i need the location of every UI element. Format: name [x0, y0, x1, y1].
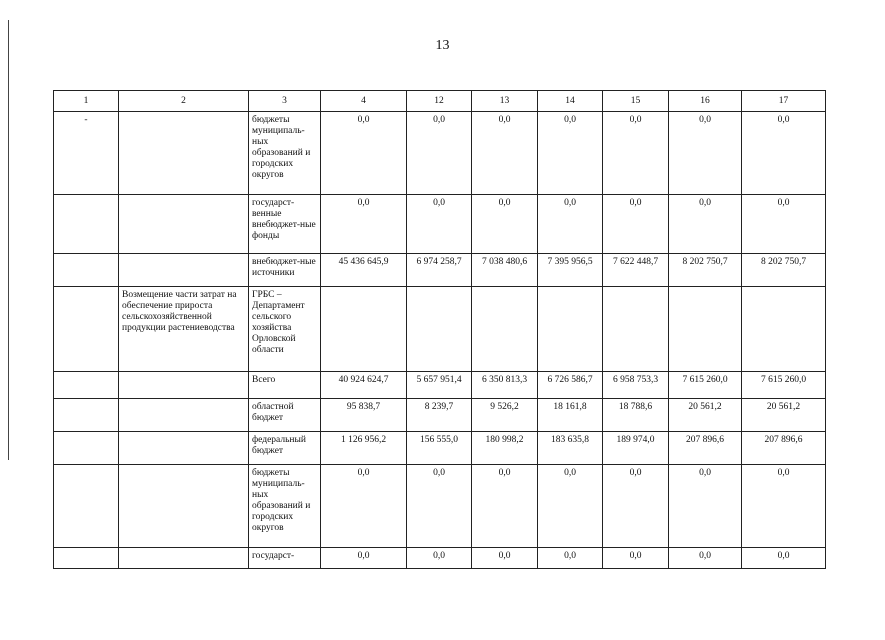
header-cell: 4	[321, 91, 407, 112]
value-cell: 0,0	[603, 548, 669, 569]
value-cell: 5 657 951,4	[407, 372, 472, 399]
value-cell: 8 202 750,7	[669, 254, 742, 287]
value-cell: 7 615 260,0	[742, 372, 826, 399]
header-cell: 14	[538, 91, 603, 112]
table-row	[54, 399, 826, 432]
value-cell: 0,0	[472, 465, 538, 548]
header-cell: 17	[742, 91, 826, 112]
value-cell: 0,0	[669, 112, 742, 195]
row-label: ГРБС – Департамент сельского хозяйства Орловской области	[249, 287, 321, 372]
row-col1	[54, 432, 119, 465]
value-cell: 207 896,6	[669, 432, 742, 465]
value-cell: 0,0	[321, 195, 407, 254]
table-row	[54, 112, 826, 195]
row-col2	[119, 432, 249, 465]
row-label: государст-венные внебюджет-ные фонды	[249, 195, 321, 254]
header-cell: 1	[54, 91, 119, 112]
value-cell: 0,0	[538, 548, 603, 569]
value-cell	[472, 287, 538, 372]
value-cell: 95 838,7	[321, 399, 407, 432]
value-cell	[321, 287, 407, 372]
value-cell	[407, 287, 472, 372]
measure-description: Возмещение части затрат на обеспечение прироста сельскохозяйственной продукции растениеводства	[119, 287, 249, 372]
row-col1: -	[54, 112, 119, 195]
value-cell: 0,0	[603, 465, 669, 548]
value-cell: 1 126 956,2	[321, 432, 407, 465]
row-col1	[54, 372, 119, 399]
value-cell: 0,0	[407, 548, 472, 569]
value-cell: 0,0	[321, 548, 407, 569]
table-row	[54, 432, 826, 465]
value-cell	[742, 287, 826, 372]
table-row	[54, 254, 826, 287]
value-cell: 0,0	[407, 195, 472, 254]
value-cell: 0,0	[407, 465, 472, 548]
row-col1	[54, 195, 119, 254]
value-cell: 7 395 956,5	[538, 254, 603, 287]
value-cell: 7 615 260,0	[669, 372, 742, 399]
header-cell: 16	[669, 91, 742, 112]
value-cell: 9 526,2	[472, 399, 538, 432]
row-col1	[54, 287, 119, 372]
table-row	[54, 465, 826, 548]
row-col2	[119, 195, 249, 254]
value-cell: 8 239,7	[407, 399, 472, 432]
value-cell: 6 726 586,7	[538, 372, 603, 399]
row-col2	[119, 548, 249, 569]
value-cell: 7 622 448,7	[603, 254, 669, 287]
row-label: областной бюджет	[249, 399, 321, 432]
row-col1	[54, 548, 119, 569]
value-cell: 0,0	[669, 195, 742, 254]
value-cell	[538, 287, 603, 372]
page-number: 13	[435, 38, 450, 53]
header-row	[54, 91, 826, 112]
value-cell: 0,0	[742, 465, 826, 548]
row-label: государст-	[249, 548, 321, 569]
row-label: внебюджет-ные источники	[249, 254, 321, 287]
value-cell: 0,0	[742, 195, 826, 254]
value-cell: 20 561,2	[742, 399, 826, 432]
value-cell: 45 436 645,9	[321, 254, 407, 287]
page-margin-line	[8, 20, 9, 460]
value-cell: 207 896,6	[742, 432, 826, 465]
value-cell: 0,0	[321, 112, 407, 195]
value-cell: 180 998,2	[472, 432, 538, 465]
row-col2	[119, 254, 249, 287]
row-col1	[54, 465, 119, 548]
row-col2	[119, 372, 249, 399]
value-cell: 18 788,6	[603, 399, 669, 432]
row-label: Всего	[249, 372, 321, 399]
value-cell: 18 161,8	[538, 399, 603, 432]
value-cell: 6 974 258,7	[407, 254, 472, 287]
value-cell: 156 555,0	[407, 432, 472, 465]
value-cell: 7 038 480,6	[472, 254, 538, 287]
value-cell: 0,0	[321, 465, 407, 548]
row-col1	[54, 399, 119, 432]
row-col2	[119, 465, 249, 548]
budget-table	[53, 90, 826, 569]
value-cell: 189 974,0	[603, 432, 669, 465]
value-cell: 0,0	[742, 548, 826, 569]
value-cell: 0,0	[407, 112, 472, 195]
value-cell: 6 350 813,3	[472, 372, 538, 399]
table-row	[54, 195, 826, 254]
value-cell: 0,0	[742, 112, 826, 195]
row-col1	[54, 254, 119, 287]
value-cell: 6 958 753,3	[603, 372, 669, 399]
value-cell: 0,0	[603, 195, 669, 254]
value-cell	[669, 287, 742, 372]
value-cell: 8 202 750,7	[742, 254, 826, 287]
value-cell: 20 561,2	[669, 399, 742, 432]
table-row	[54, 372, 826, 399]
value-cell: 0,0	[472, 195, 538, 254]
value-cell: 0,0	[472, 548, 538, 569]
table-row	[54, 548, 826, 569]
header-cell: 3	[249, 91, 321, 112]
row-label: бюджеты муниципаль-ных образований и городских округов	[249, 112, 321, 195]
value-cell: 0,0	[669, 548, 742, 569]
row-label: бюджеты муниципаль-ных образований и городских округов	[249, 465, 321, 548]
header-cell: 13	[472, 91, 538, 112]
value-cell	[603, 287, 669, 372]
value-cell: 183 635,8	[538, 432, 603, 465]
value-cell: 0,0	[669, 465, 742, 548]
header-cell: 15	[603, 91, 669, 112]
value-cell: 40 924 624,7	[321, 372, 407, 399]
row-col2	[119, 399, 249, 432]
value-cell: 0,0	[603, 112, 669, 195]
header-cell: 2	[119, 91, 249, 112]
value-cell: 0,0	[538, 465, 603, 548]
value-cell: 0,0	[538, 195, 603, 254]
row-label: федеральный бюджет	[249, 432, 321, 465]
value-cell: 0,0	[538, 112, 603, 195]
value-cell: 0,0	[472, 112, 538, 195]
table-row	[54, 287, 826, 372]
row-col2	[119, 112, 249, 195]
header-cell: 12	[407, 91, 472, 112]
